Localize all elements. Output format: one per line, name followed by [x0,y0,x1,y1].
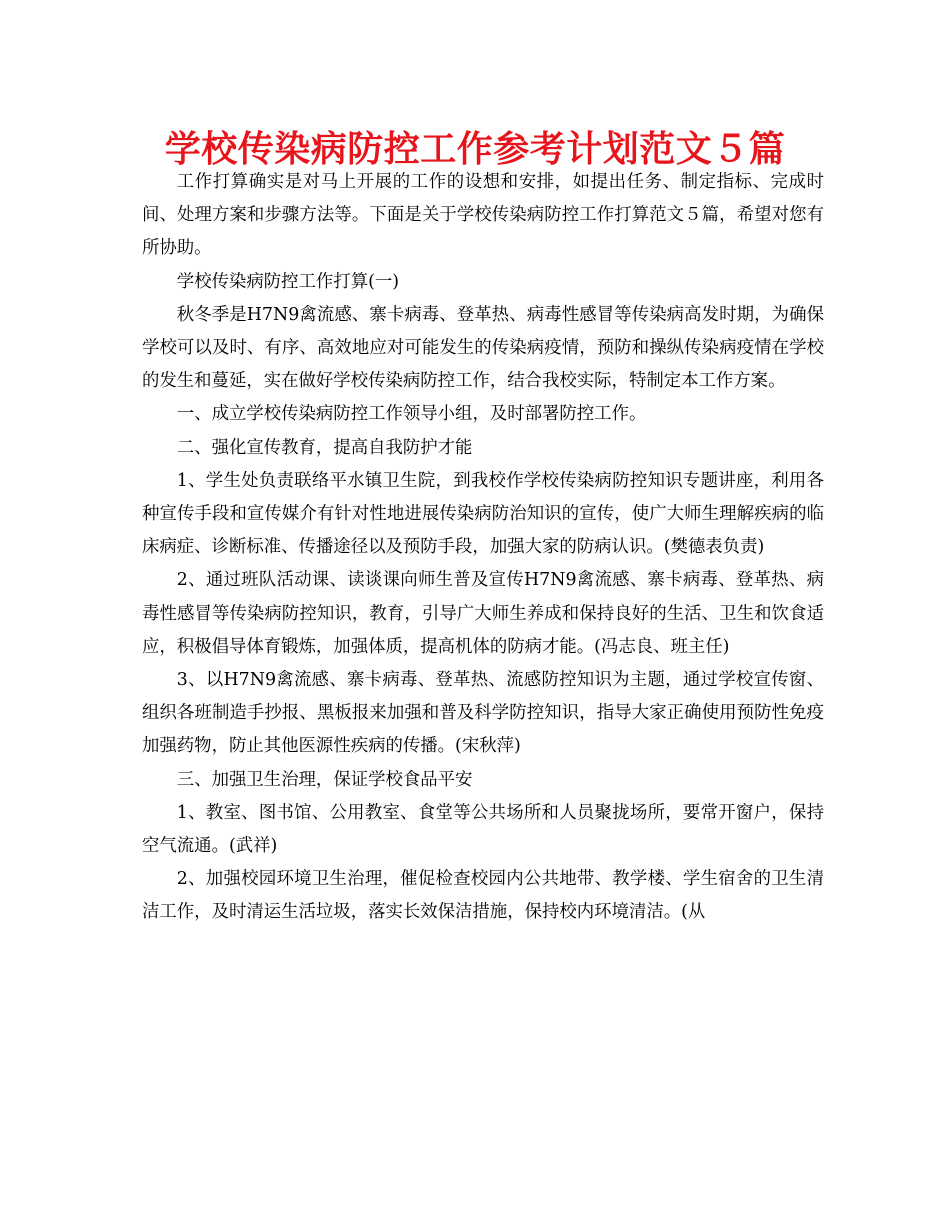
body-paragraph: 3、以H7N9禽流感、寨卡病毒、登革热、流感防控知识为主题，通过学校宣传窗、组织各班制造手抄报、黑板报来加强和普及科学防控知识，指导大家正确使用预防性免疫加强药物，防止其他医源性疾病的传播。(宋秋萍) [142,670,824,757]
document-title: 学校传染病防控工作参考计划范文５篇 [164,129,786,170]
body-paragraph: 2、通过班队活动课、读谈课向师生普及宣传H7N9禽流感、寨卡病毒、登革热、病毒性感冒等传染病防控知识，教育，引导广大师生养成和保持良好的生活、卫生和饮食适应，积极倡导体育锻炼，加强体质，提高机体的防病才能。(冯志良、班主任) [142,570,824,657]
body-paragraph: 秋冬季是H7N9禽流感、寨卡病毒、登革热、病毒性感冒等传染病高发时期，为确保学校可以及时、有序、高效地应对可能发生的传染病疫情，预防和操纵传染病疫情在学校的发生和蔓延，实在做好学校传染病防控工作，结合我校实际，特制定本工作方案。 [142,304,824,392]
section-heading-plan-one: 学校传染病防控工作打算(一) [176,271,400,292]
section-heading-one: 一、成立学校传染病防控工作领导小组，及时部署防控工作。 [176,404,647,425]
section-heading-three: 三、加强卫生治理，保证学校食品平安 [176,769,473,790]
document-body [142,166,824,930]
body-paragraph: 1、学生处负责联络平水镇卫生院，到我校作学校传染病防控知识专题讲座，利用各种宣传手段和宣传媒介有针对性地进展传染病防治知识的宣传，使广大师生理解疾病的临床病症、诊断标准、传播途径以及预防手段，加强大家的防病认识。(樊德表负责) [142,470,824,558]
intro-paragraph: 工作打算确实是对马上开展的工作的设想和安排，如提出任务、制定指标、完成时间、处理方案和步骤方法等。下面是关于学校传染病防控工作打算范文５篇，希望对您有所协助。 [142,172,824,259]
body-paragraph: 1、教室、图书馆、公用教室、食堂等公共场所和人员聚拢场所，要常开窗户，保持空气流通。(武祥) [142,802,824,857]
body-paragraph: 2、加强校园环境卫生治理，催促检查校园内公共地带、教学楼、学生宿舍的卫生清洁工作，及时清运生活垃圾，落实长效保洁措施，保持校内环境清洁。(从 [142,869,824,923]
section-heading-two: 二、强化宣传教育，提高自我防护才能 [176,437,473,458]
